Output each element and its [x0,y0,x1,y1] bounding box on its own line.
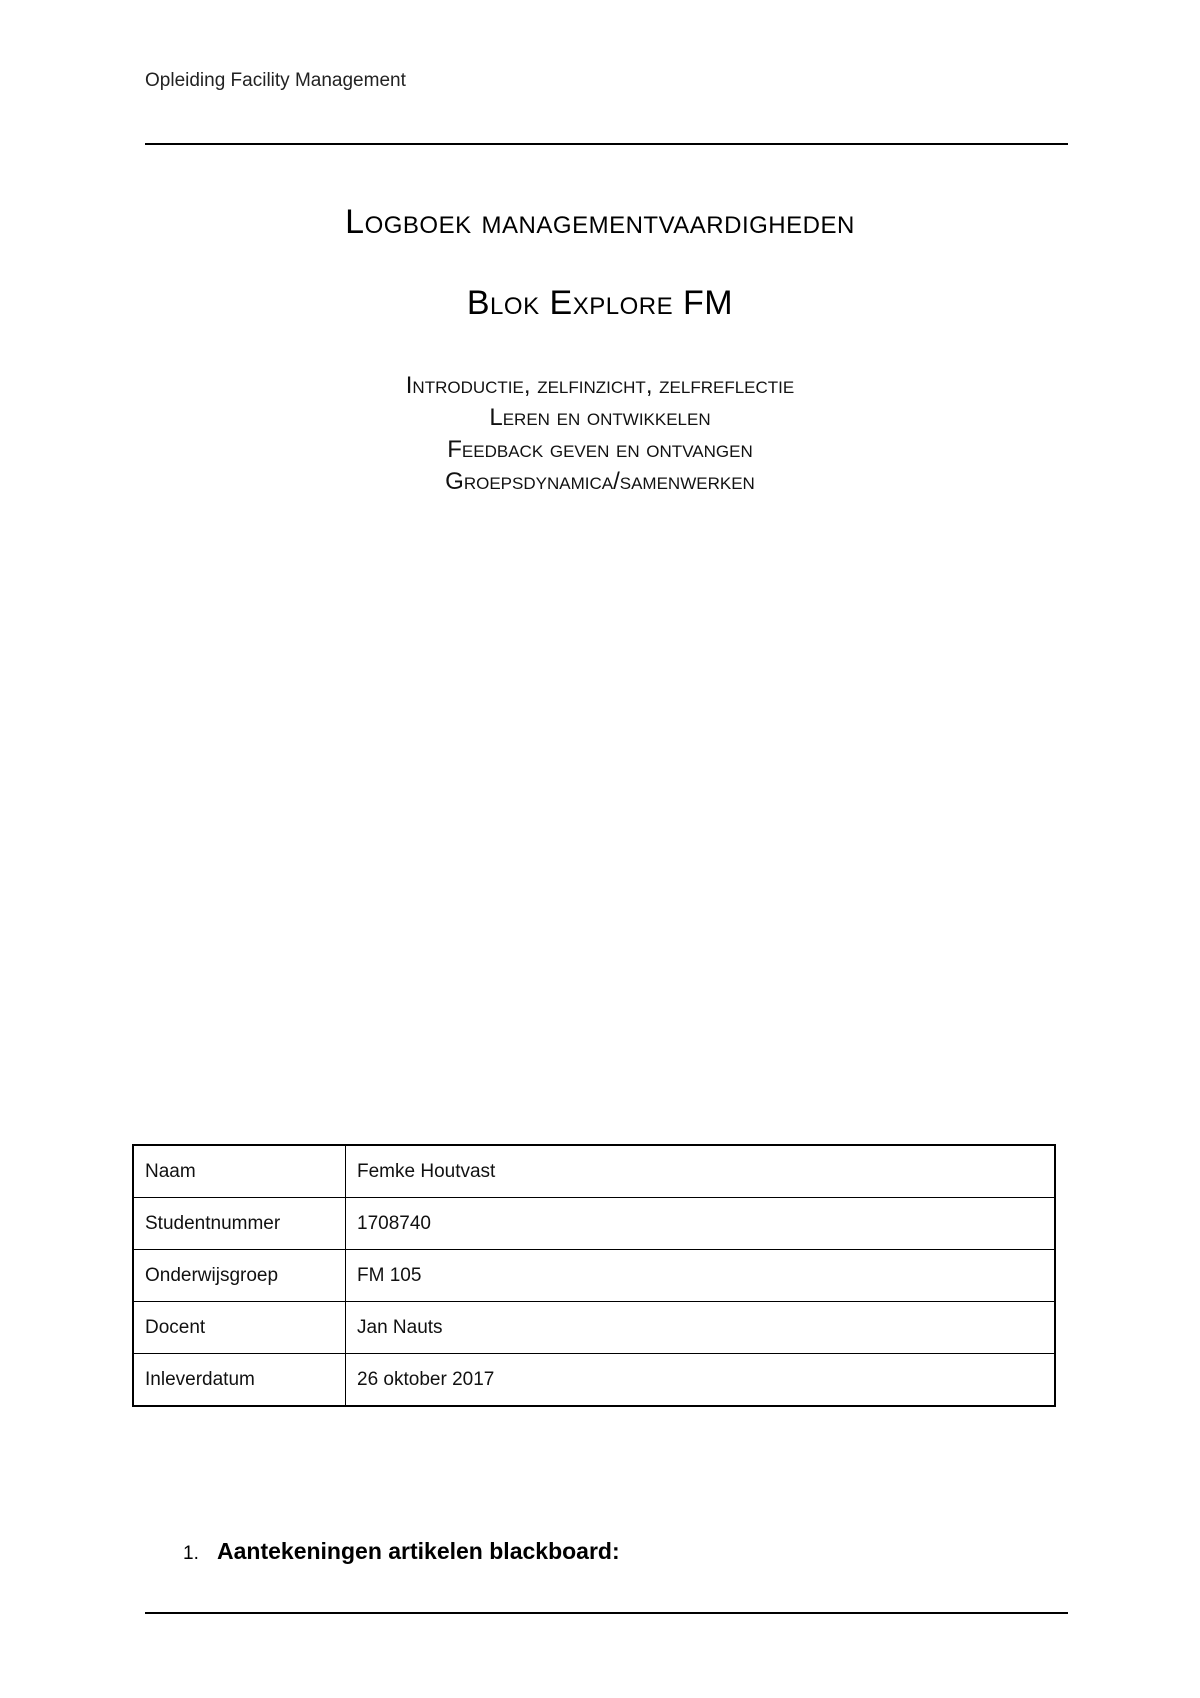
document-title: Logboek managementvaardigheden [345,203,855,241]
topic-item: Groepsdynamica/samenwerken [445,468,755,495]
topic-item: Leren en ontwikkelen [489,404,711,431]
student-info-table [132,1144,1056,1407]
row-label: Naam [133,1145,346,1198]
section-heading [183,1538,620,1565]
row-value: Jan Nauts [346,1302,1056,1354]
header-divider [145,143,1068,145]
table-row [133,1250,1055,1302]
table-row [133,1198,1055,1250]
table-row [133,1145,1055,1198]
topics-list [0,370,1200,498]
section-title: Aantekeningen artikelen blackboard: [217,1538,620,1564]
document-subtitle: Blok Explore FM [466,284,734,322]
section-number: 1. [183,1543,199,1564]
topic-item: Introductie, zelfinzicht, zelfreflectie [405,372,795,399]
table-row [133,1354,1055,1407]
row-value: 1708740 [346,1198,1056,1250]
table-row [133,1302,1055,1354]
row-label: Onderwijsgroep [133,1250,346,1302]
row-value: FM 105 [346,1250,1056,1302]
row-label: Inleverdatum [133,1354,346,1407]
row-value: Femke Houtvast [346,1145,1056,1198]
footer-divider [145,1612,1068,1614]
row-value: 26 oktober 2017 [346,1354,1056,1407]
row-label: Docent [133,1302,346,1354]
row-label: Studentnummer [133,1198,346,1250]
page-header: Opleiding Facility Management [145,70,406,91]
topic-item: Feedback geven en ontvangen [447,436,753,463]
